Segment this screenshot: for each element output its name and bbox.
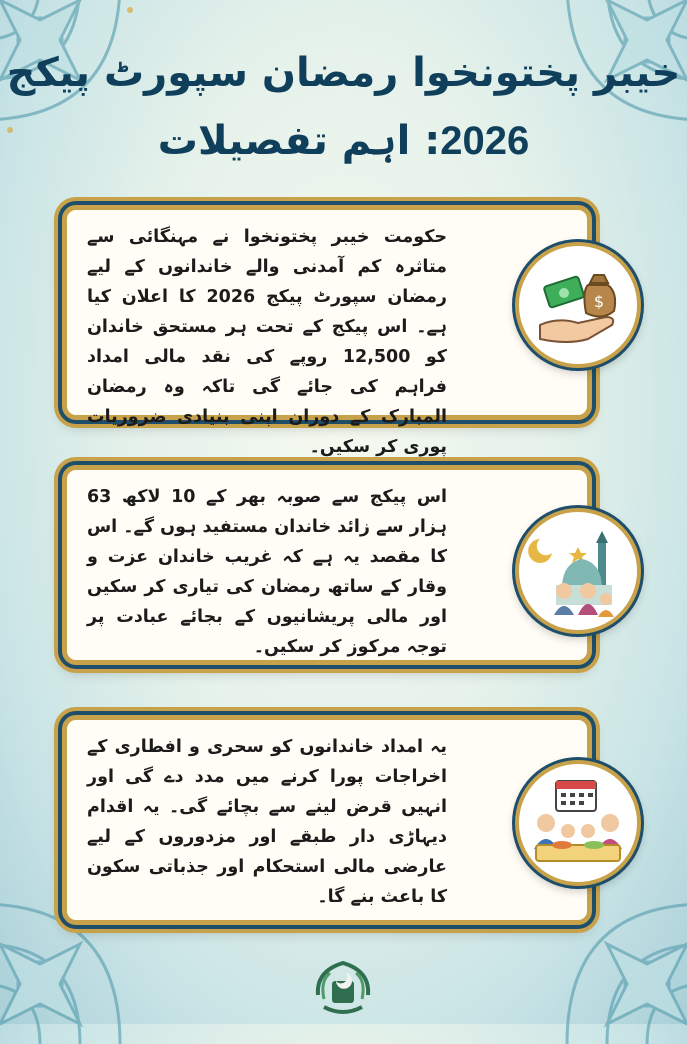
page-title: خیبر پختونخوا رمضان سپورٹ پیکج <box>6 50 681 96</box>
mosque-family-icon <box>515 508 641 634</box>
cash-aid-icon <box>515 242 641 368</box>
card-text: یہ امداد خاندانوں کو سحری و افطاری کے اخراجات پورا کرنے میں مدد دے گی اور انہیں قرض لینے سے بچائے گی۔ یہ اقدام دیہاڑی دار طبقے اور مزدوروں کے لیے عارضی مالی استحکام اور جذباتی سکون کا باعث بنے گا۔ <box>87 737 447 907</box>
svg-text:$: $ <box>593 292 605 311</box>
family-iftar-icon <box>515 760 641 886</box>
title-subtext: : اہم تفصیلات <box>157 118 441 164</box>
info-card-cash-aid <box>62 205 592 457</box>
page-subtitle <box>0 118 687 164</box>
info-card-beneficiaries <box>62 465 592 665</box>
government-emblem-icon <box>310 955 376 1021</box>
card-text: حکومت خیبر پختونخوا نے مہنگائی سے متاثرہ کم آمدنی والے خاندانوں کے لیے رمضان سپورٹ پیکج 2026 کا اعلان کیا ہے۔ اس پیکج کے تحت ہر مستحق خاندان کو 12,500 روپے کی نقد مالی امداد فراہم کی جائے گی تاکہ وہ رمضان المبارک کے دوران اپنی بنیادی ضروریات پوری کر سکیں۔ <box>87 227 447 457</box>
card-text: اس پیکج سے صوبہ بھر کے 10 لاکھ 63 ہزار سے زائد خاندان مستفید ہوں گے۔ اس کا مقصد یہ ہے کہ غریب خاندان عزت و وقار کے ساتھ رمضان کی تیاری کر سکیں اور مالی پریشانیوں کے بجائے عبادت پر توجہ مرکوز کر سکیں۔ <box>87 487 447 657</box>
title-year: 2026 <box>440 119 530 163</box>
info-card-sehri-iftar <box>62 715 592 925</box>
